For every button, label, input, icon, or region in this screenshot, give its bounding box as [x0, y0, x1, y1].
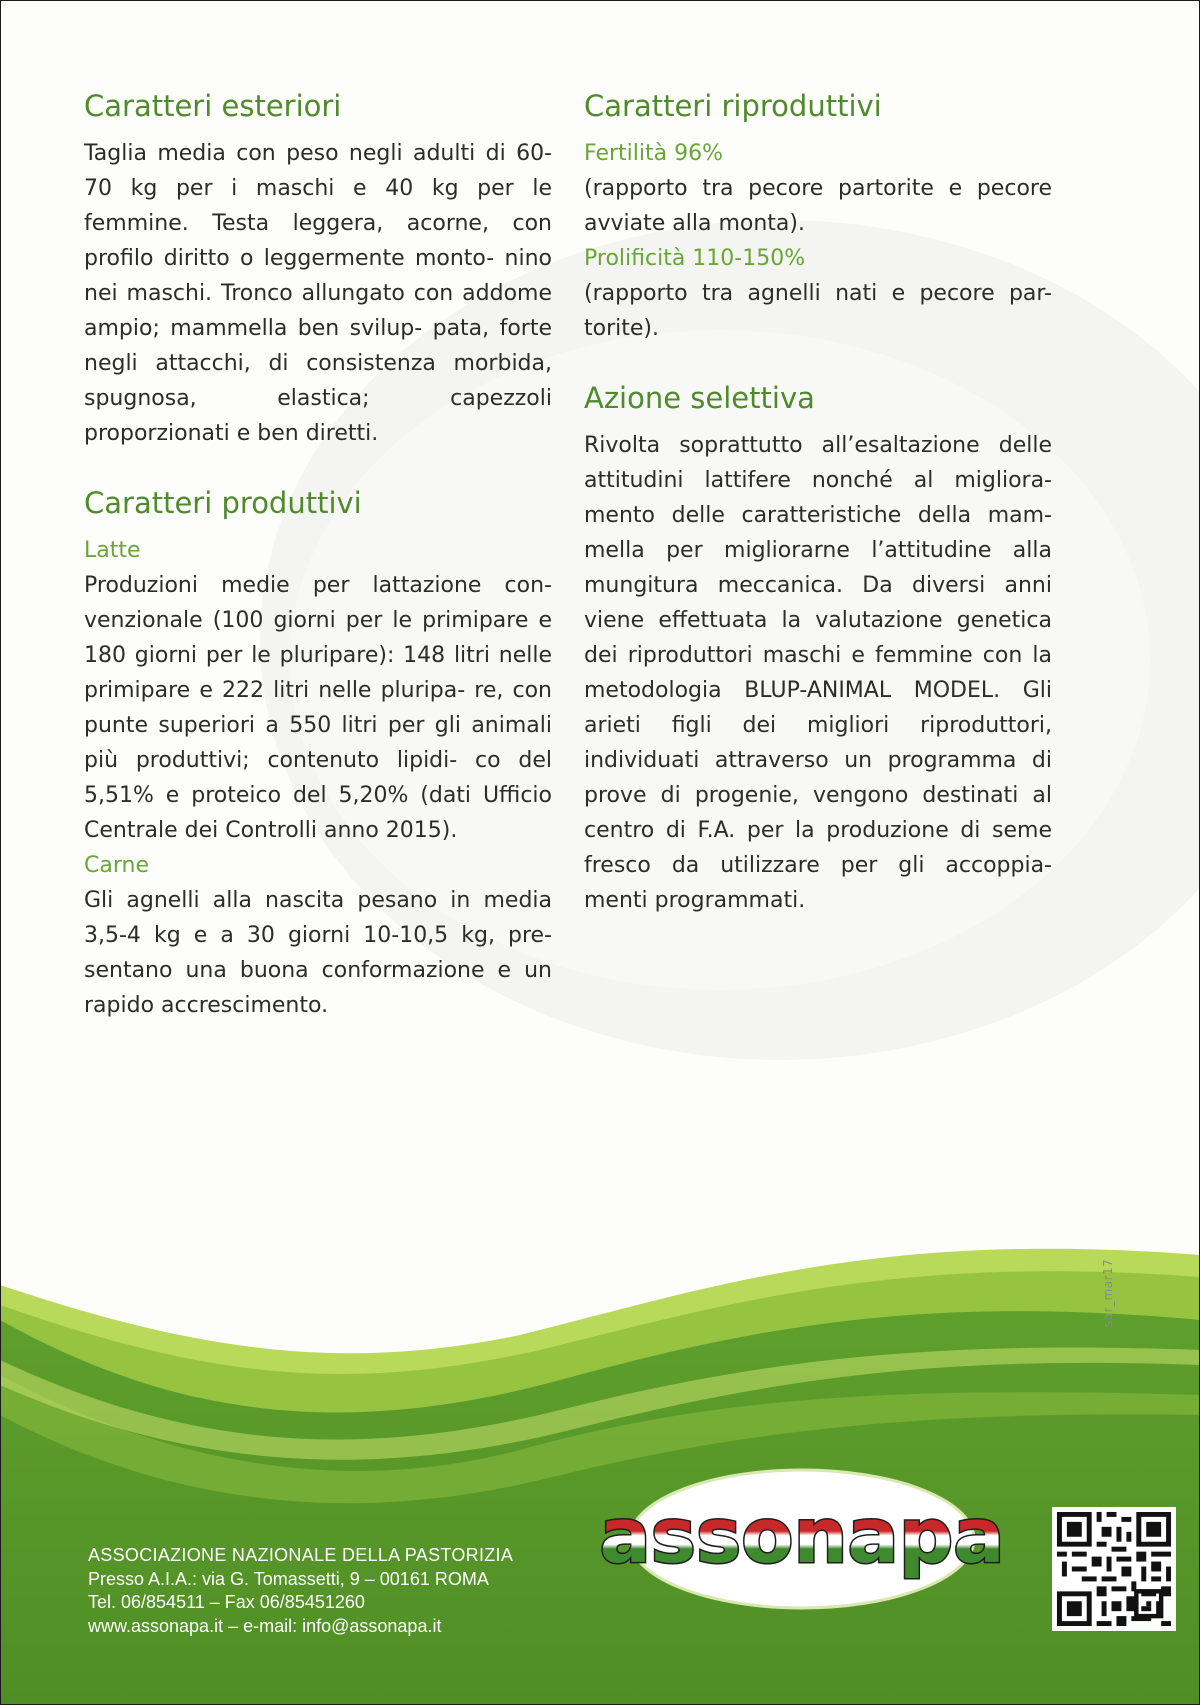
- section-caratteri-produttivi: [84, 485, 552, 1023]
- heading-caratteri-produttivi: Caratteri produttivi: [84, 486, 362, 520]
- subheading-latte: Latte: [84, 538, 141, 563]
- heading-azione-selettiva: Azione selettiva: [584, 381, 815, 415]
- assonapa-logo: [599, 1466, 1005, 1612]
- subheading-fertilita: Fertilità 96%: [584, 141, 723, 166]
- phone-fax: Tel. 06/854511 – Fax 06/85451260: [88, 1592, 365, 1612]
- left-column: [84, 88, 552, 1023]
- side-code: sar_mar17: [1101, 1258, 1115, 1327]
- heading-caratteri-esteriori: Caratteri esteriori: [84, 89, 342, 123]
- section-caratteri-riproduttivi: [584, 88, 1052, 346]
- text-fertilita: (rapporto tra pecore partorite e pecore avviate alla monta).: [584, 176, 1052, 236]
- text-caratteri-esteriori: Taglia media con peso negli adulti di 60-70 kg per i maschi e 40 kg per le femmine. Testa leggera, acorne, con profilo diritto o leggermente monto- nino nei maschi. Tronco allungato con addome ampio; mammella ben svilup- pata, forte negli attacchi, di consistenza morbida, spugnosa, elastica; capezzoli proporzionati e ben diretti.: [84, 141, 552, 446]
- right-column: [584, 88, 1052, 918]
- subheading-prolificita: Prolificità 110-150%: [584, 246, 806, 271]
- web-email: www.assonapa.it – e-mail: info@assonapa.it: [88, 1615, 442, 1636]
- org-name: ASSOCIAZIONE NAZIONALE DELLA PASTORIZIA: [88, 1545, 514, 1565]
- text-azione-selettiva: Rivolta soprattutto all’esaltazione delle attitudini lattifere nonché al migliora- mento delle caratteristiche della mam- mella per migliorarne l’attitudine alla mungitura meccanica. Da diversi anni viene effettuata la valutazione genetica dei riproduttori maschi e femmine con la metodologia BLUP-ANIMAL MODEL. Gli arieti figli dei migliori riproduttori, individuati attraverso un programma di prove di progenie, vengono destinati al centro di F.A. per la produzione di seme fresco da utilizzare per gli accoppia- menti programmati.: [584, 433, 1052, 913]
- text-carne: Gli agnelli alla nascita pesano in media 3,5-4 kg e a 30 giorni 10-10,5 kg, pre- sentano una buona conformazione e un rapido accrescimento.: [84, 888, 552, 1018]
- qr-code-icon: [1052, 1507, 1176, 1631]
- section-caratteri-esteriori: [84, 88, 552, 451]
- footer-address: [88, 1544, 608, 1638]
- postal-address: Presso A.I.A.: via G. Tomassetti, 9 – 00161 ROMA: [88, 1568, 489, 1589]
- section-azione-selettiva: [584, 380, 1052, 918]
- subheading-carne: Carne: [84, 853, 149, 878]
- text-prolificita: (rapporto tra agnelli nati e pecore par- torite).: [584, 281, 1052, 341]
- heading-caratteri-riproduttivi: Caratteri riproduttivi: [584, 89, 882, 123]
- text-latte: Produzioni medie per lattazione con- venzionale (100 giorni per le primipare e 180 giorni per le pluripare): 148 litri nelle primipare e 222 litri nelle pluripa- re, con punte superiori a 550 litri per gli animali più produttivi; contenuto lipidi- co del 5,51% e proteico del 5,20% (dati Ufficio Centrale dei Controlli anno 2015).: [84, 573, 552, 843]
- logo-text: assonapa: [599, 1491, 1005, 1580]
